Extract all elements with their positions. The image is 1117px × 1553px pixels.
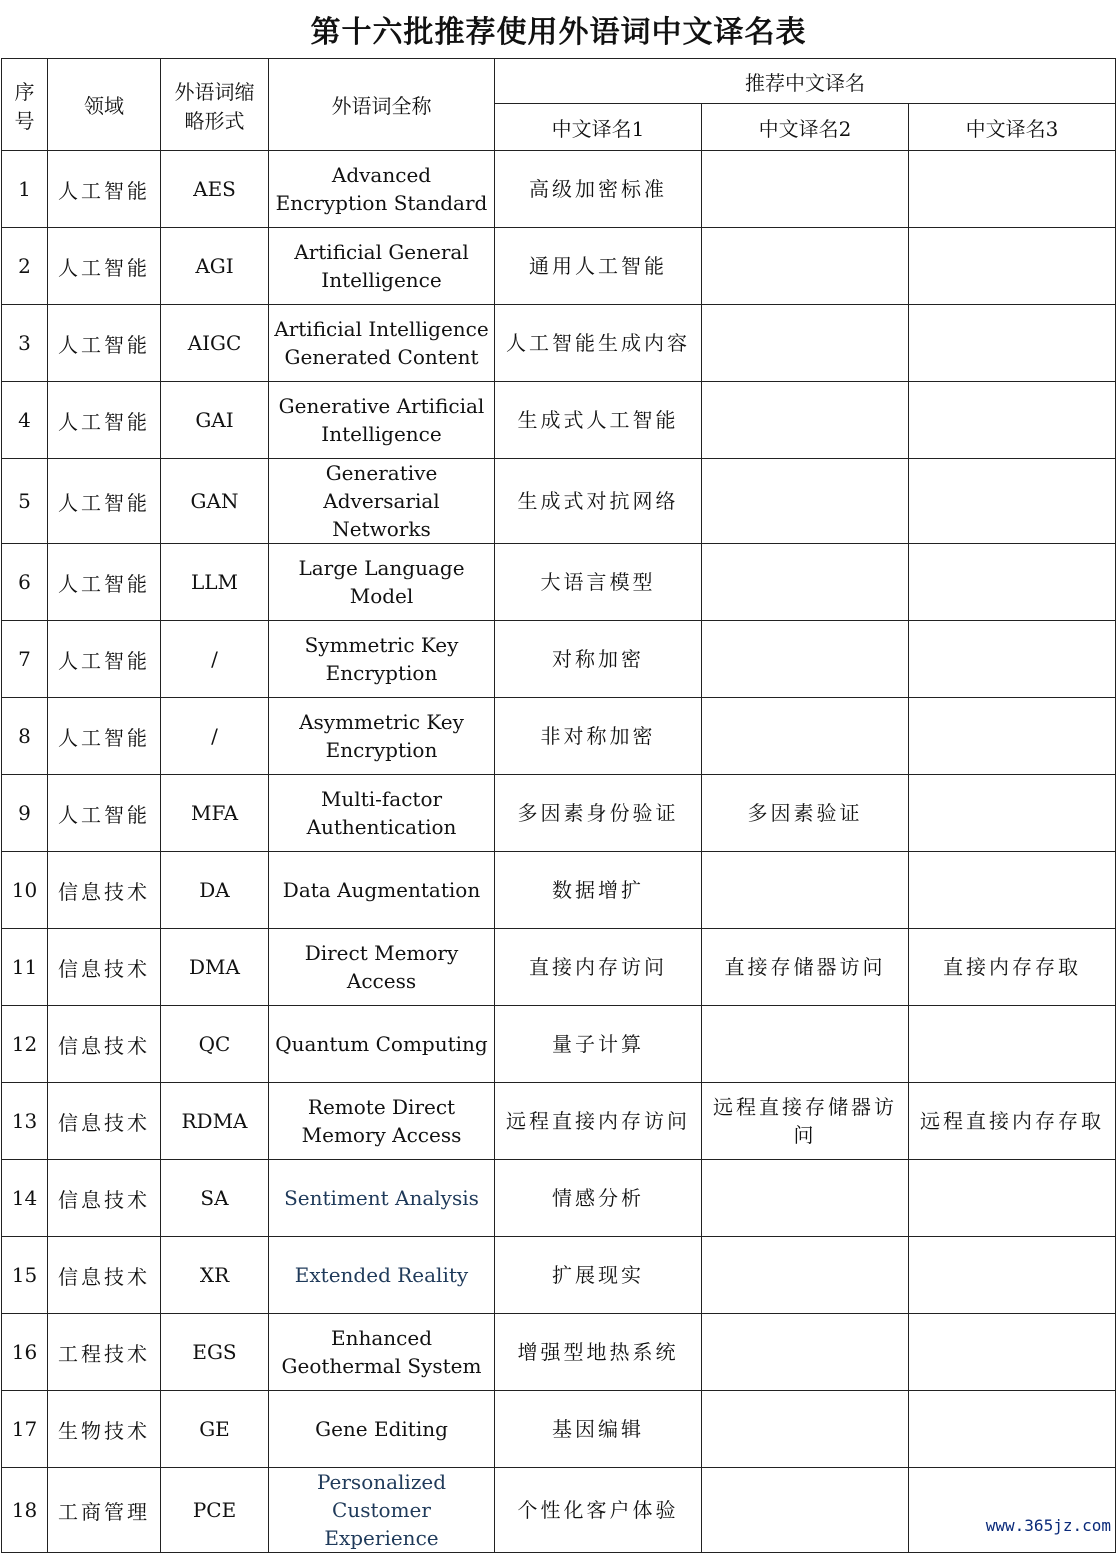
row-full-name: Symmetric Key Encryption [269, 621, 495, 698]
row-number: 5 [2, 459, 48, 544]
row-zh1: 增强型地热系统 [495, 1314, 702, 1391]
row-field: 人工智能 [48, 459, 161, 544]
terms-table [1, 58, 1116, 1553]
row-full-name: Artificial General Intelligence [269, 228, 495, 305]
row-zh1: 对称加密 [495, 621, 702, 698]
row-zh2 [702, 852, 909, 929]
row-zh1: 扩展现实 [495, 1237, 702, 1314]
table-row [2, 151, 1116, 228]
row-field: 人工智能 [48, 228, 161, 305]
table-row [2, 698, 1116, 775]
table-row [2, 1391, 1116, 1468]
row-number: 4 [2, 382, 48, 459]
row-zh3: 直接内存存取 [909, 929, 1116, 1006]
row-zh2 [702, 1237, 909, 1314]
row-abbreviation: DMA [161, 929, 269, 1006]
row-number: 2 [2, 228, 48, 305]
row-zh2: 多因素验证 [702, 775, 909, 852]
row-zh3 [909, 1314, 1116, 1391]
row-number: 14 [2, 1160, 48, 1237]
row-zh1: 远程直接内存访问 [495, 1083, 702, 1160]
table-row [2, 852, 1116, 929]
row-zh1: 生成式人工智能 [495, 382, 702, 459]
row-field: 人工智能 [48, 151, 161, 228]
table-row [2, 1468, 1116, 1553]
row-zh2: 远程直接存储器访问 [702, 1083, 909, 1160]
row-field: 信息技术 [48, 1160, 161, 1237]
row-abbreviation: QC [161, 1006, 269, 1083]
row-zh1: 非对称加密 [495, 698, 702, 775]
row-zh3 [909, 1391, 1116, 1468]
row-zh2 [702, 305, 909, 382]
row-zh1: 基因编辑 [495, 1391, 702, 1468]
row-zh3 [909, 544, 1116, 621]
header-no: 序号 [2, 59, 48, 151]
row-full-name: Generative Adversarial Networks [269, 459, 495, 544]
row-zh3 [909, 852, 1116, 929]
row-zh3 [909, 459, 1116, 544]
row-full-name: Extended Reality [269, 1237, 495, 1314]
row-zh1: 个性化客户体验 [495, 1468, 702, 1553]
table-row [2, 305, 1116, 382]
header-abbr: 外语词缩略形式 [161, 59, 269, 151]
row-field: 人工智能 [48, 698, 161, 775]
row-zh3 [909, 1006, 1116, 1083]
row-field: 信息技术 [48, 1083, 161, 1160]
row-field: 人工智能 [48, 775, 161, 852]
table-row [2, 621, 1116, 698]
row-number: 18 [2, 1468, 48, 1553]
row-zh2 [702, 621, 909, 698]
row-full-name: Advanced Encryption Standard [269, 151, 495, 228]
row-zh1: 通用人工智能 [495, 228, 702, 305]
row-field: 人工智能 [48, 621, 161, 698]
row-zh3 [909, 305, 1116, 382]
header-field: 领域 [48, 59, 161, 151]
row-full-name: Remote Direct Memory Access [269, 1083, 495, 1160]
row-number: 6 [2, 544, 48, 621]
row-zh3 [909, 621, 1116, 698]
row-field: 生物技术 [48, 1391, 161, 1468]
row-field: 信息技术 [48, 1006, 161, 1083]
row-abbreviation: PCE [161, 1468, 269, 1553]
row-zh1: 人工智能生成内容 [495, 305, 702, 382]
row-zh2 [702, 228, 909, 305]
row-number: 13 [2, 1083, 48, 1160]
row-zh3 [909, 1237, 1116, 1314]
table-row [2, 459, 1116, 544]
row-full-name: Large Language Model [269, 544, 495, 621]
row-zh3 [909, 775, 1116, 852]
row-zh1: 数据增扩 [495, 852, 702, 929]
table-row [2, 544, 1116, 621]
row-zh2 [702, 1006, 909, 1083]
page-title: 第十六批推荐使用外语词中文译名表 [310, 15, 807, 50]
row-field: 信息技术 [48, 1237, 161, 1314]
header-zh1: 中文译名1 [495, 104, 702, 151]
row-full-name: Personalized Customer Experience [269, 1468, 495, 1553]
table-row [2, 1314, 1116, 1391]
row-abbreviation: / [161, 698, 269, 775]
row-zh2 [702, 698, 909, 775]
row-number: 9 [2, 775, 48, 852]
table-row [2, 929, 1116, 1006]
row-field: 工商管理 [48, 1468, 161, 1553]
row-number: 11 [2, 929, 48, 1006]
row-number: 16 [2, 1314, 48, 1391]
row-zh2 [702, 459, 909, 544]
row-abbreviation: GAI [161, 382, 269, 459]
row-zh1: 直接内存访问 [495, 929, 702, 1006]
row-full-name: Enhanced Geothermal System [269, 1314, 495, 1391]
row-zh1: 生成式对抗网络 [495, 459, 702, 544]
row-abbreviation: GE [161, 1391, 269, 1468]
table-row [2, 1160, 1116, 1237]
table-row [2, 1083, 1116, 1160]
row-zh2 [702, 382, 909, 459]
row-full-name: Gene Editing [269, 1391, 495, 1468]
row-zh2 [702, 151, 909, 228]
row-full-name: Quantum Computing [269, 1006, 495, 1083]
row-full-name: Direct Memory Access [269, 929, 495, 1006]
row-zh2 [702, 1160, 909, 1237]
row-number: 12 [2, 1006, 48, 1083]
row-full-name: Asymmetric Key Encryption [269, 698, 495, 775]
row-zh3 [909, 151, 1116, 228]
row-zh2: 直接存储器访问 [702, 929, 909, 1006]
header-recommended: 推荐中文译名 [495, 59, 1116, 104]
row-zh1: 情感分析 [495, 1160, 702, 1237]
row-zh2 [702, 1391, 909, 1468]
row-zh2 [702, 1468, 909, 1553]
row-full-name: Generative Artificial Intelligence [269, 382, 495, 459]
row-zh3 [909, 698, 1116, 775]
row-abbreviation: SA [161, 1160, 269, 1237]
row-abbreviation: AIGC [161, 305, 269, 382]
table-row [2, 382, 1116, 459]
row-zh3 [909, 1468, 1116, 1553]
row-number: 8 [2, 698, 48, 775]
table-row [2, 228, 1116, 305]
row-field: 工程技术 [48, 1314, 161, 1391]
row-full-name: Sentiment Analysis [269, 1160, 495, 1237]
row-field: 人工智能 [48, 382, 161, 459]
table-row [2, 775, 1116, 852]
header-zh2: 中文译名2 [702, 104, 909, 151]
table-row [2, 1237, 1116, 1314]
row-abbreviation: AGI [161, 228, 269, 305]
row-full-name: Artificial Intelligence Generated Content [269, 305, 495, 382]
row-abbreviation: RDMA [161, 1083, 269, 1160]
row-full-name: Data Augmentation [269, 852, 495, 929]
row-abbreviation: GAN [161, 459, 269, 544]
table-row [2, 1006, 1116, 1083]
row-zh2 [702, 1314, 909, 1391]
row-abbreviation: / [161, 621, 269, 698]
row-zh3: 远程直接内存存取 [909, 1083, 1116, 1160]
row-zh3 [909, 382, 1116, 459]
row-abbreviation: LLM [161, 544, 269, 621]
table-body [2, 151, 1116, 1553]
row-number: 1 [2, 151, 48, 228]
row-number: 3 [2, 305, 48, 382]
row-zh2 [702, 544, 909, 621]
row-number: 17 [2, 1391, 48, 1468]
watermark: www.365jz.com [985, 1516, 1111, 1535]
row-zh1: 量子计算 [495, 1006, 702, 1083]
row-zh3 [909, 228, 1116, 305]
row-number: 7 [2, 621, 48, 698]
row-field: 信息技术 [48, 929, 161, 1006]
header-zh3: 中文译名3 [909, 104, 1116, 151]
row-abbreviation: AES [161, 151, 269, 228]
row-field: 人工智能 [48, 305, 161, 382]
row-abbreviation: MFA [161, 775, 269, 852]
row-zh1: 大语言模型 [495, 544, 702, 621]
row-abbreviation: XR [161, 1237, 269, 1314]
row-zh3 [909, 1160, 1116, 1237]
row-number: 10 [2, 852, 48, 929]
row-field: 人工智能 [48, 544, 161, 621]
row-abbreviation: EGS [161, 1314, 269, 1391]
row-field: 信息技术 [48, 852, 161, 929]
header-full-name: 外语词全称 [269, 59, 495, 151]
row-full-name: Multi-factor Authentication [269, 775, 495, 852]
row-zh1: 高级加密标准 [495, 151, 702, 228]
row-abbreviation: DA [161, 852, 269, 929]
row-zh1: 多因素身份验证 [495, 775, 702, 852]
row-number: 15 [2, 1237, 48, 1314]
